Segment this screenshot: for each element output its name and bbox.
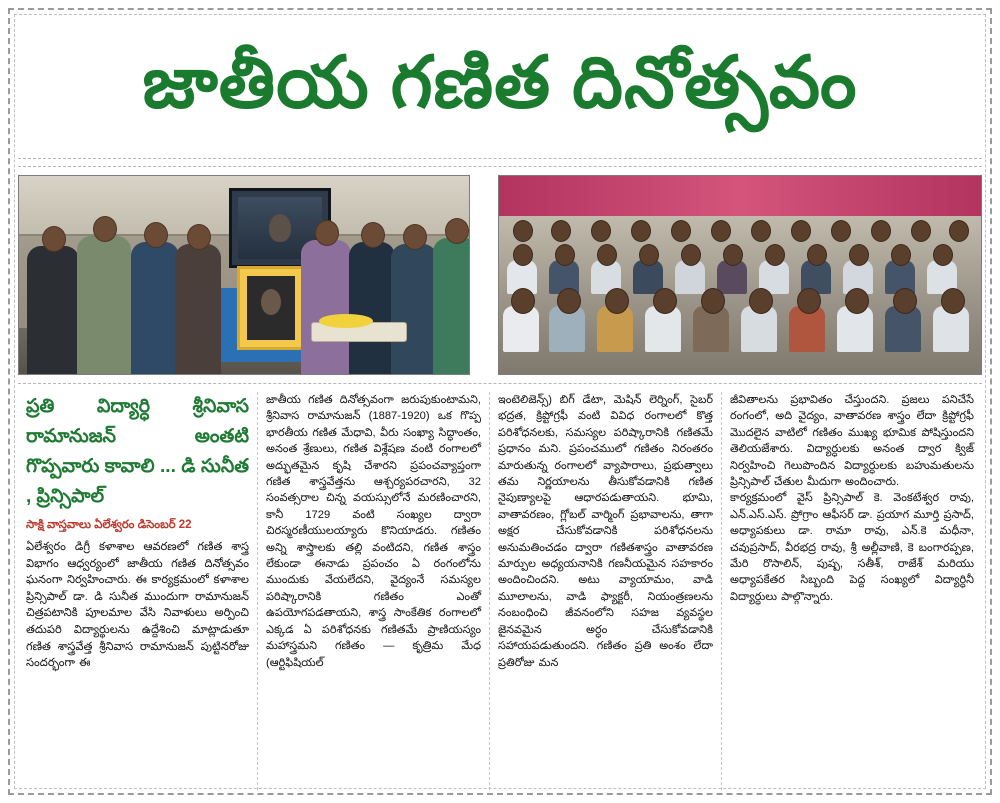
person-head: [551, 220, 571, 242]
person-figure: [433, 238, 470, 374]
person-head: [749, 288, 773, 314]
article-body: [18, 392, 982, 790]
felicitation-photo: [18, 175, 470, 375]
article-column-2: [258, 392, 490, 790]
person-figure: [131, 242, 179, 374]
stage-curtain: [499, 176, 981, 216]
person-head: [681, 244, 701, 266]
person-head: [653, 288, 677, 314]
article-column-4: [722, 392, 982, 790]
person-figure: [391, 244, 437, 374]
portrait-face-icon: [261, 289, 281, 315]
person-head: [797, 288, 821, 314]
person-head: [911, 220, 931, 242]
article-column-3: [490, 392, 722, 790]
flower-plate: [319, 314, 373, 328]
person-head: [631, 220, 651, 242]
article-paragraph: జీవితాలను ప్రభావితం చేస్తుందని. ప్రజలు పనిచేసే రంగంలో, అది వైద్యం, వాతావరణ శాస్త్రం లేదా క్రిప్టోగ్రఫీ మొదలైన వాటిలో గణితం ముఖ్య భూమిక పోషిస్తుందని తెలియజేశారు. విద్యార్ధులకు అనంత ద్వార క్విజ్ నిర్వహించి గెలుపొందిన విద్యార్ధులకు బహుమతులను ప్రిన్సిపాల్ చేతుల మీదుగా అందించారు.: [730, 394, 974, 489]
person-head: [941, 288, 965, 314]
person-head: [42, 226, 66, 252]
person-head: [751, 220, 771, 242]
person-head: [933, 244, 953, 266]
person-head: [403, 224, 427, 250]
audience-photo: [498, 175, 982, 375]
person-head: [639, 244, 659, 266]
person-head: [701, 288, 725, 314]
article-byline: సాక్షి వాస్తవాలు ఏలేశ్వరం డిసెంబర్ 22: [26, 519, 192, 531]
person-head: [605, 288, 629, 314]
person-head: [187, 224, 211, 250]
ramanujan-portrait-frame: [237, 266, 305, 350]
person-head: [557, 288, 581, 314]
person-head: [513, 220, 533, 242]
person-head: [597, 244, 617, 266]
person-figure: [27, 246, 79, 374]
person-head: [893, 288, 917, 314]
divider-below-photos: [18, 383, 982, 384]
person-head: [807, 244, 827, 266]
portrait-face-icon: [269, 214, 291, 242]
person-head: [671, 220, 691, 242]
person-figure: [175, 244, 221, 374]
person-head: [765, 244, 785, 266]
person-head: [831, 220, 851, 242]
person-head: [711, 220, 731, 242]
divider-top-2: [18, 166, 982, 167]
person-head: [445, 218, 469, 244]
page-title: జాతీయ గణిత దినోత్సవం: [142, 43, 858, 123]
article-paragraph: ఏలేశ్వరం డిగ్రీ కళాశాల ఆవరణలో గణిత శాస్త్ర విభాగం ఆధ్వర్యంలో జాతీయ గణిత దినోత్సవం ఘనంగా నిర్వహించారు. ఈ కార్యక్రమంలో కళాశాల ప్రిన్సిపాల్ డా. డి సునీత ముందుగా రామానుజన్ చిత్రపటానికి పూలమాల వేసి నివాళులు అర్పించి తదుపరి విద్యార్థులను ఉద్దేశించి మాట్లాడుతూ గణిత శాస్త్రవేత్త శ్రీనివాస రామానుజన్ పుట్టినరోజు సందర్భంగా ఈ: [26, 541, 249, 670]
person-head: [144, 222, 168, 248]
person-head: [511, 288, 535, 314]
person-head: [845, 288, 869, 314]
person-figure: [349, 242, 395, 374]
article-paragraph: జాతీయ గణిత దినోత్సవంగా జరుపుకుంటామని, శ్రీనివాస రామానుజన్ (1887-1920) ఒక గొప్ప భారతీయ గణిత మేధావి, వీరు సంఖ్యా సిద్ధాంతం, అనంత శ్రేణులు, గణిత విశ్లేషణ వంటి రంగాలలో అద్భుతమైన కృషి చేశారని ప్రపంచవ్యాప్తంగా గణిత శాస్త్రవేత్తను ఆశ్చర్యపరచారని, 32 సంవత్సరాల చిన్న వయస్సులోనే మరణించారని, కానీ 1729 వంటి సంఖ్యల ద్వారా చిరస్మరణీయులయ్యారు కొనియాడరు. గణితం అన్ని శాస్త్రాలకు తల్లి వంటిదని, గణిత శాస్త్రం లేకుండా ఈనాడు ప్రపంచం ఏ రంగంలోను ముందుకు వేయలేదని, వైద్యంనే సమస్యల పరిష్కారానికి గణితం ఎంతో ఉపయోగపడతాయని, శాస్త్ర సాంకేతిక రంగాలలో ఎక్కడ ఏ పరిశోధనకు గణితమే ప్రాణియస్యం మహాస్త్రమని గణితం — కృత్రిమ మేధ (ఆర్టిఫిషియల్: [266, 394, 481, 669]
article-paragraph: కార్యక్రమంలో వైస్ ప్రిన్సిపాల్ కె. వెంకటేశ్వర రావు, ఎన్.ఎస్.ఎస్. ప్రోగ్రాం ఆఫీసర్ డా. ప్రయాగ మూర్తి ప్రసాద్, అధ్యాపకులు డా. రామా రావు, ఎన్.కె మధీనా, చవుప్రసాద్, వీరభద్ర రావు, శ్రీ అల్లీవాణి, కె బంగారప్పణ, మేరి రొసాలిన్, పుష్ప, సతీశ్, రాజేశ్ మరియు అధ్యాపకేతర సిబ్బంది పెద్ద సంఖ్యలో విద్యార్ధినీ విద్యార్ధులు పాల్గొన్నారు.: [730, 492, 974, 603]
person-head: [93, 216, 117, 242]
person-head: [555, 244, 575, 266]
person-head: [723, 244, 743, 266]
person-head: [871, 220, 891, 242]
person-head: [791, 220, 811, 242]
ramanujan-portrait: [247, 276, 295, 340]
article-column-1: [18, 392, 258, 790]
divider-top-1: [18, 158, 982, 159]
person-head: [315, 220, 339, 246]
person-head: [513, 244, 533, 266]
person-head: [591, 220, 611, 242]
person-head: [849, 244, 869, 266]
article-paragraph: ఇంటెలిజెన్స్) బిగ్ డేటా, మెషిన్ లెర్నింగ్, సైబర్ భద్రత, క్రిప్టోగ్రఫీ వంటి వివిధ రంగాలలో కొత్త పరిశోధనలకు, సమస్యల పరిష్కారానికి గణితమే ప్రధానం మని. ప్రపంచములో గణితం నిరంతరం మారుతున్న రంగాలలో వ్యాపారాలు, ప్రభుత్వాలు తమ నిర్ణయాలను తీసుకోవడానికి గణిత నైపుణ్యాలపై ఆధారపడుతాయని. భూమి, వాతావరణం, గ్లోబల్ వార్మింగ్ ప్రభావాలను, తాగా అక్షర చేసుకోవడానికి పరిశోధనలను అనుమతించడం ద్వారా గణితశాస్త్రం వాతావరణ మార్పుల అధ్యయనానికి గణనీయమైన సహకారం అందించిందని. అటు వ్యాయామం, వాడి మూలాలను, వాడి ఫ్యాక్టరీ, నియంత్రణలను నంబంధించి జీవనంలోని సహజ వ్యవస్థల జైనవమైన అర్ధం చేసుకోవడానికి సహాయపడుతుందని. గణితం ప్రతి అంశం లేదా ప్రతిరోజు మన: [498, 394, 713, 669]
person-head: [361, 222, 385, 248]
person-figure: [301, 240, 351, 374]
article-lead: ప్రతి విద్యార్ధి శ్రీనివాస రామానుజన్ అంతటి గొప్పవారు కావాలి ... డి సునీత , ప్రిన్సిపాల్: [26, 396, 249, 507]
person-head: [891, 244, 911, 266]
person-head: [949, 220, 969, 242]
person-figure: [77, 236, 131, 374]
